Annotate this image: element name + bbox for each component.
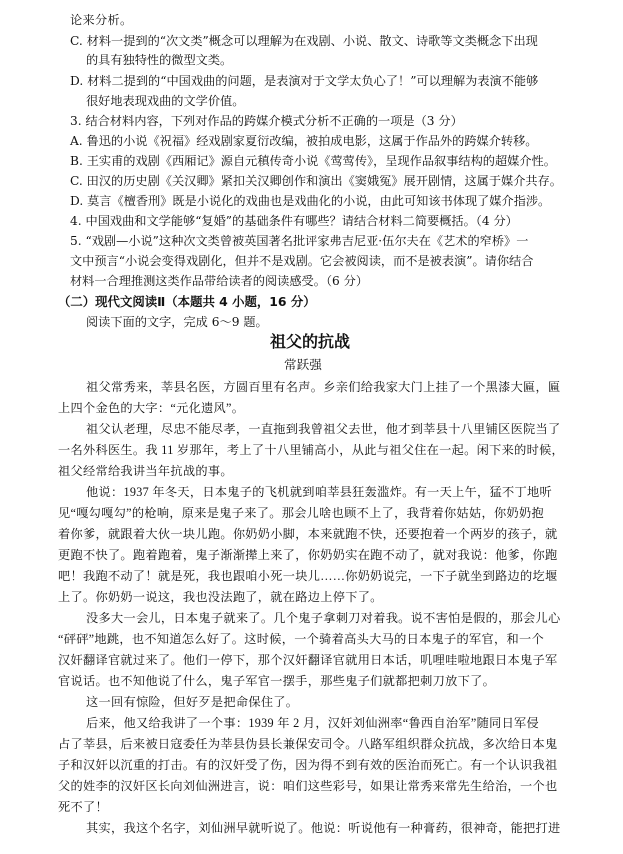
question-3: 3. 结合材料内容，下列对作品的跨媒介模式分析不正确的一项是（3 分）	[70, 114, 463, 128]
article-author: 常跃强	[284, 357, 322, 372]
question-5: 5. “戏剧—小说”这种次文类曾被英国著名批评家弗吉尼亚·伍尔夫在《艺术的窄桥》一	[70, 234, 529, 248]
text-line: 论来分析。	[70, 13, 133, 27]
text-line: 祖父常秀来，莘县名医，方圆百里有名声。乡亲们给我家大门上挂了一个黑漆大匾，匾	[86, 380, 561, 394]
text-line: C. 材料一提到的“次文类”概念可以理解为在戏剧、小说、散文、诗歌等文类概念下出现	[70, 34, 538, 48]
section-heading: （二）现代文阅读Ⅱ（本题共 4 小题，16 分）	[58, 294, 316, 309]
text-line: 死不了！	[58, 800, 108, 814]
text-line: 子和汉奸以沉重的打击。有的汉奸受了伤，因为得不到有效的医治而死亡。有一个认识我祖	[58, 758, 558, 772]
text-line: 的具有独特性的微型文类。	[86, 53, 233, 67]
text-line: 汉奸翻译官就过来了。他们一停下，那个汉奸翻译官就用日本话，叽哩哇啦地跟日本鬼子军	[58, 653, 558, 667]
text-line: 一名外科医生。我 11 岁那年，考上了十八里铺高小，从此与祖父住在一起。闲下来的时候，	[58, 443, 565, 457]
text-line: 其实，我这个名字，刘仙洲早就听说了。他说：听说他有一种膏药，很神奇，能把打进	[86, 821, 561, 835]
text-line: 他说：1937 年冬天，日本鬼子的飞机就到咱莘县狂轰滥炸。有一天上午，猛不丁地听	[86, 485, 552, 499]
text-line: 文中预言“小说会变得戏剧化，但并不是戏剧。它会被阅读，而不是被表演”。请你结合	[70, 254, 534, 268]
text-line: 材料一合理推测这类作品带给读者的阅读感受。（6 分）	[70, 274, 369, 288]
option-b: B. 王实甫的戏剧《西厢记》源自元稹传奇小说《莺莺传》，呈现作品叙事结构的超媒介性。	[70, 154, 556, 168]
text-line: 祖父经常给我讲当年抗战的事。	[58, 464, 233, 478]
text-line: 官说话。也不知他说了什么，鬼子军官一摆手，那些鬼子们就都把刺刀放下了。	[58, 674, 496, 688]
text-line: 祖父认老理，尽忠不能尽孝，一直拖到我曾祖父去世，他才到莘县十八里铺区医院当了	[86, 422, 561, 436]
option-c: C. 田汉的历史剧《关汉卿》紧扣关汉卿创作和演出《窦娥冤》展开剧情，这属于媒介共存。	[70, 174, 562, 188]
article-title: 祖父的抗战	[270, 332, 351, 351]
text-line: 上了。你奶奶一说这，我也没法跑了，就在路边上停下了。	[58, 590, 383, 604]
text-line: 很好地表现戏曲的文学价值。	[86, 94, 245, 108]
text-line: 这一回有惊险，但好歹是把命保住了。	[86, 695, 299, 709]
option-a: A. 鲁迅的小说《祝福》经戏剧家夏衍改编，被拍成电影，这属于作品外的跨媒介转移。	[70, 134, 538, 148]
text-line: 没多大一会儿，日本鬼子就来了。几个鬼子拿刺刀对着我。说不害怕是假的，那会儿心	[86, 611, 561, 625]
option-d: D. 莫言《檀香刑》既是小说化的戏曲也是戏曲化的小说，由此可知该书体现了媒介指涉。	[70, 194, 551, 208]
text-line: 父的姓李的汉奸区长向刘仙洲进言，说：咱们这些彩号，如果让常秀来常先生给治，一个也	[58, 779, 558, 793]
text-line: 吧！我跑不动了！就是死，我也跟咱小死一块儿……你奶奶说完，一下子就坐到路边的圪堰	[58, 569, 558, 583]
text-line: 见“嘎勾嘎勾”的枪响，原来是鬼子来了。那会儿啥也顾不上了，我背着你姑姑，你奶奶抱	[58, 506, 544, 520]
question-4: 4. 中国戏曲和文学能够“复婚”的基础条件有哪些？请结合材料二简要概括。（4 分）	[70, 214, 518, 228]
text-line: 占了莘县，后来被日寇委任为莘县伪县长兼保安司令。八路军组织群众抗战，多次给日本鬼	[58, 737, 558, 751]
text-line: 更跑不快了。跑着跑着，鬼子渐渐撵上来了，你奶奶实在跑不动了，就对我说：他爹，你跑	[58, 548, 558, 562]
text-line: 上四个金色的大字：“元化遗风”。	[58, 401, 245, 415]
text-line: 着你爹，就跟着大伙一块儿跑。你奶奶小脚，本来就跑不快，还要抱着一个两岁的孩子，就	[58, 527, 558, 541]
text-line: D. 材料二提到的“中国戏曲的问题，是表演对于文学太负心了！”可以理解为表演不能够	[70, 74, 539, 88]
reading-instruction: 阅读下面的文字，完成 6～9 题。	[86, 315, 268, 329]
text-line: 后来，他又给我讲了一个事：1939 年 2 月，汉奸刘仙洲率“鲁西自治军”随同日军侵	[86, 716, 540, 730]
text-line: “砰砰”地跳，也不知道怎么好了。这时候，一个骑着高头大马的日本鬼子的军官，和一个	[58, 632, 544, 646]
